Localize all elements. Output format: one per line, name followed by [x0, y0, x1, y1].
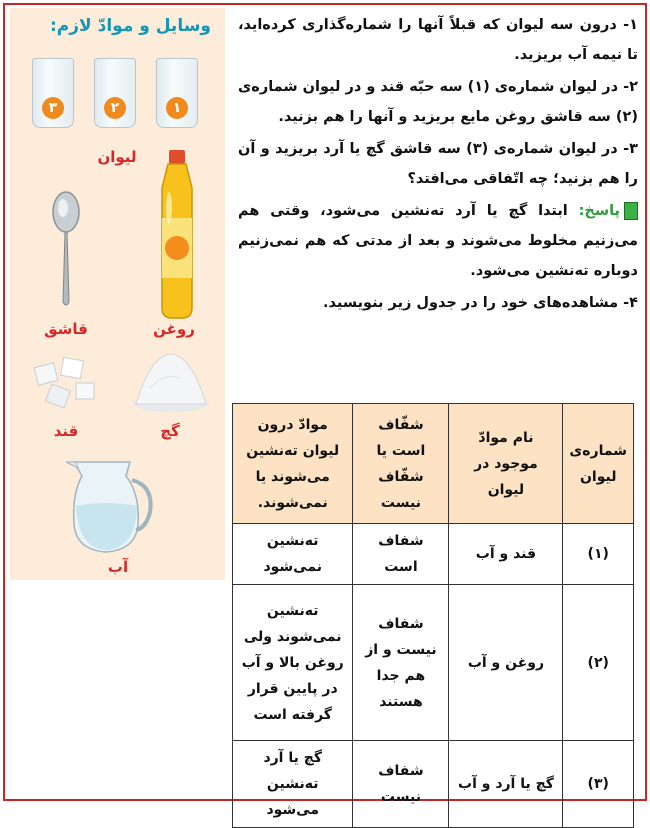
oil-label: روغن — [153, 320, 195, 338]
header-glass-number: شماره‌ی لیوان — [563, 404, 634, 524]
cell-number: (۳) — [563, 741, 634, 828]
glass-number: ۲ — [104, 97, 126, 119]
header-materials: نام موادّ موجود در لیوان — [449, 404, 563, 524]
cell-sedimentation: ته‌نشین نمی‌شوند ولی روغن بالا و آب در پایین قرار گرفته است — [233, 585, 353, 741]
answer-text: ابتدا گچ یا آرد ته‌نشین می‌شود، وقتی هم می‌زنیم مخلوط می‌شوند و بعد از مدتی که هم نمی‌زنیم دوباره ته‌نشین می‌شود. — [238, 203, 638, 279]
step-1: ۱- درون سه لیوان که قبلاً آنها را شماره‌گذاری کرده‌اید، تا نیمه آب بریزید. — [238, 17, 638, 63]
sugar-cubes-image — [28, 353, 103, 413]
cell-transparency: شفاف نیست و از هم جدا هستند — [353, 585, 449, 741]
glass-2-image — [94, 58, 136, 128]
cell-sedimentation: ته‌نشین نمی‌شود — [233, 524, 353, 585]
answer-marker-icon — [624, 202, 638, 220]
oil-bottle-image — [148, 148, 206, 320]
glass-number: ۱ — [166, 97, 188, 119]
water-label: آب — [107, 558, 129, 576]
glasses-label: لیوان — [97, 148, 137, 166]
cell-transparency: شفاف است — [353, 524, 449, 585]
answer-label: پاسخ: — [578, 203, 620, 219]
step-2: ۲- در لیوان شماره‌ی (۱) سه حبّه قند و در لیوان شماره‌ی (۲) سه قاشق روغن مایع بریزید و آنها را هم بزنید. — [238, 79, 638, 125]
glass-1-image — [156, 58, 198, 128]
materials-panel — [10, 8, 225, 580]
table-row — [233, 524, 634, 585]
gypsum-label: گچ — [160, 422, 180, 440]
spoon-image — [46, 190, 86, 310]
cell-materials: قند و آب — [449, 524, 563, 585]
table-row — [233, 741, 634, 828]
cell-number: (۱) — [563, 524, 634, 585]
cell-materials: روغن و آب — [449, 585, 563, 741]
glass-number: ۳ — [42, 97, 64, 119]
gypsum-powder-image — [130, 348, 212, 414]
materials-title: وسایل و موادّ لازم: — [50, 16, 211, 36]
table-header-row — [233, 404, 634, 524]
table-row — [233, 585, 634, 741]
water-jug-image — [56, 454, 156, 558]
cell-sedimentation: گچ یا آرد ته‌نشین می‌شود — [233, 741, 353, 828]
answer — [238, 196, 638, 286]
header-sedimentation: موادّ درون لیوان ته‌نشین می‌شوند یا نمی‌شوند. — [233, 404, 353, 524]
instructions — [238, 10, 638, 320]
cell-materials: گچ یا آرد و آب — [449, 741, 563, 828]
sugar-label: قند — [53, 422, 79, 440]
observation-table — [232, 403, 634, 828]
step-4: ۴- مشاهده‌های خود را در جدول زیر بنویسید. — [323, 295, 638, 311]
cell-number: (۲) — [563, 585, 634, 741]
step-3: ۳- در لیوان شماره‌ی (۳) سه قاشق گچ یا آرد بریزید و آن را هم بزنید؛ چه اتّفاقی می‌افتد؟ — [238, 141, 638, 187]
cell-transparency: شفاف نیست — [353, 741, 449, 828]
glass-3-image — [32, 58, 74, 128]
spoon-label: قاشق — [44, 320, 88, 338]
header-transparency: شفّاف است یا شفّاف نیست — [353, 404, 449, 524]
